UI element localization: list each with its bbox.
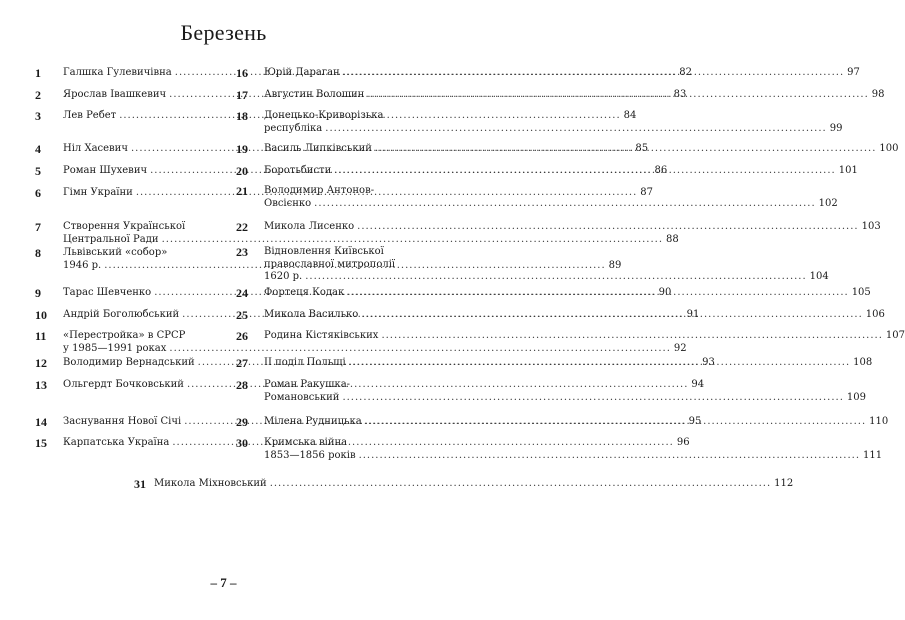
entry-title: Роман Ракушка- (264, 379, 351, 390)
entry-number: 22 (236, 220, 248, 234)
entry-page: 83 (673, 89, 687, 100)
entry-title: Гімн України (63, 187, 133, 198)
dot-leader (342, 392, 843, 405)
entry-title: Микола Міхновський (154, 478, 267, 489)
entry-number: 7 (35, 220, 41, 234)
entry-page: 101 (838, 165, 858, 176)
entry-page: 103 (861, 221, 881, 232)
entry-page: 112 (774, 478, 794, 489)
entry-number: 14 (35, 415, 47, 429)
page-number: – 7 – (210, 575, 237, 590)
entry-page: 109 (846, 391, 866, 403)
dot-leader (361, 309, 862, 322)
entry-page: 95 (688, 416, 702, 427)
entry-title: II поділ Польщі (264, 357, 346, 368)
page-title: Березень (180, 20, 267, 45)
entry-page: 91 (686, 309, 700, 320)
entry-number: 1 (35, 66, 41, 80)
entry-page: 99 (829, 122, 843, 134)
dot-leader (367, 89, 868, 102)
entry-title: Відновлення Київської (264, 246, 384, 257)
dot-leader (334, 165, 835, 178)
dot-leader (305, 271, 806, 284)
entry-title: Юрій Дараган (264, 67, 340, 78)
dot-leader (357, 221, 858, 234)
entry-page: 110 (869, 416, 889, 427)
entry-page: 111 (863, 449, 883, 461)
entry-number: 5 (35, 164, 41, 178)
dot-leader (381, 330, 882, 343)
entry-title: Овсієнко (264, 197, 312, 209)
entry-title: Галшка Гулевичівна (63, 67, 172, 78)
entry-page: 96 (676, 437, 690, 448)
entry-page: 93 (702, 357, 715, 368)
dot-leader (314, 198, 815, 211)
entry-title: Роман Шухевич (63, 165, 148, 176)
entry-page: 104 (809, 271, 829, 282)
entry-page: 106 (865, 309, 885, 320)
entry-page: 87 (640, 187, 653, 198)
entry-number: 30 (236, 436, 248, 450)
entry-page: 82 (679, 67, 692, 78)
toc-entry (134, 477, 794, 491)
entry-title: Романовський (264, 391, 340, 403)
entry-page: 89 (608, 259, 622, 271)
entry-number: 26 (236, 329, 248, 343)
entry-page: 102 (818, 197, 838, 209)
entry-page: 88 (666, 233, 679, 245)
entry-title: Кримська війна (264, 437, 348, 448)
entry-number: 19 (236, 142, 248, 156)
entry-title: Створення Української (63, 221, 186, 232)
entry-title: православної митрополії (264, 258, 396, 270)
entry-title: 1853—1856 років (264, 449, 356, 461)
dot-leader (375, 143, 876, 156)
dot-leader (365, 416, 866, 429)
entry-title: Центральної Ради (63, 233, 159, 245)
entry-number: 17 (236, 88, 248, 102)
entry-number: 23 (236, 245, 248, 259)
entry-title: Родина Кістяківських (264, 330, 379, 341)
entry-page: 84 (623, 110, 637, 121)
entry-number: 2 (35, 88, 41, 102)
entry-title: Заснування Нової Січі (63, 416, 182, 427)
entry-number: 20 (236, 164, 248, 178)
entry-number: 31 (134, 477, 146, 491)
dot-leader (169, 343, 670, 356)
entry-number: 28 (236, 378, 248, 392)
entry-title: Василь Липківський (264, 143, 372, 154)
entry-number: 24 (236, 286, 248, 300)
entry-title: Андрій Боголюбський (63, 309, 180, 320)
entry-page: 98 (871, 89, 885, 100)
entry-number: 11 (35, 329, 47, 343)
entry-number: 9 (35, 286, 41, 300)
toc-entry (236, 329, 905, 343)
entry-title: Фортеця Кодак (264, 287, 345, 298)
entry-page: 100 (879, 143, 899, 154)
entry-page: 86 (654, 165, 668, 176)
entry-title: 1946 р. (63, 259, 102, 271)
entry-number: 18 (236, 109, 248, 123)
entry-title: Ніл Хасевич (63, 143, 128, 154)
entry-title: Лев Ребет (63, 110, 117, 121)
entry-title: Донецько-Криворізька (264, 110, 384, 121)
entry-number: 29 (236, 415, 248, 429)
entry-title: Микола Лисенко (264, 221, 355, 232)
entry-number: 6 (35, 186, 41, 200)
entry-page: 94 (691, 379, 705, 390)
entry-number: 16 (236, 66, 248, 80)
entry-page: 97 (847, 67, 860, 78)
toc-entry (236, 220, 881, 234)
entry-title: Ольгердт Бочковський (63, 379, 184, 390)
dot-leader (270, 478, 771, 491)
entry-title: Володимир Вернадський (63, 357, 195, 368)
entry-title: Боротьбисти (264, 165, 332, 176)
entry-number: 25 (236, 308, 248, 322)
entry-page: 108 (853, 357, 873, 368)
entry-title: Мілена Рудницька (264, 416, 362, 427)
dot-leader (359, 450, 860, 463)
entry-title: Володимир Антонов- (264, 185, 375, 196)
entry-number: 10 (35, 308, 47, 322)
dot-leader (347, 287, 848, 300)
entry-page: 107 (885, 330, 905, 341)
entry-title: Тарас Шевченко (63, 287, 152, 298)
entry-number: 15 (35, 436, 47, 450)
entry-title: у 1985—1991 роках (63, 342, 167, 354)
entry-title: Карпатська Україна (63, 437, 170, 448)
dot-leader (349, 357, 850, 370)
entry-title: Августин Волошин (264, 89, 365, 100)
entry-number: 21 (236, 184, 248, 198)
entry-title: Микола Василько (264, 309, 359, 320)
entry-title: Ярослав Івашкевич (63, 89, 167, 100)
dot-leader (343, 67, 844, 80)
entry-number: 8 (35, 246, 41, 260)
dot-leader (325, 123, 826, 136)
entry-number: 12 (35, 356, 47, 370)
entry-number: 4 (35, 142, 41, 156)
entry-page: 105 (851, 287, 871, 298)
entry-title: республіка (264, 122, 323, 134)
entry-title: Львівський «собор» (63, 247, 168, 258)
entry-number: 3 (35, 109, 41, 123)
entry-number: 13 (35, 378, 47, 392)
entry-number: 27 (236, 356, 248, 370)
entry-title: 1620 р. (264, 271, 303, 282)
entry-page: 85 (635, 143, 649, 154)
entry-page: 92 (673, 342, 687, 354)
entry-page: 90 (658, 287, 672, 298)
entry-title: «Перестройка» в СРСР (63, 330, 186, 341)
